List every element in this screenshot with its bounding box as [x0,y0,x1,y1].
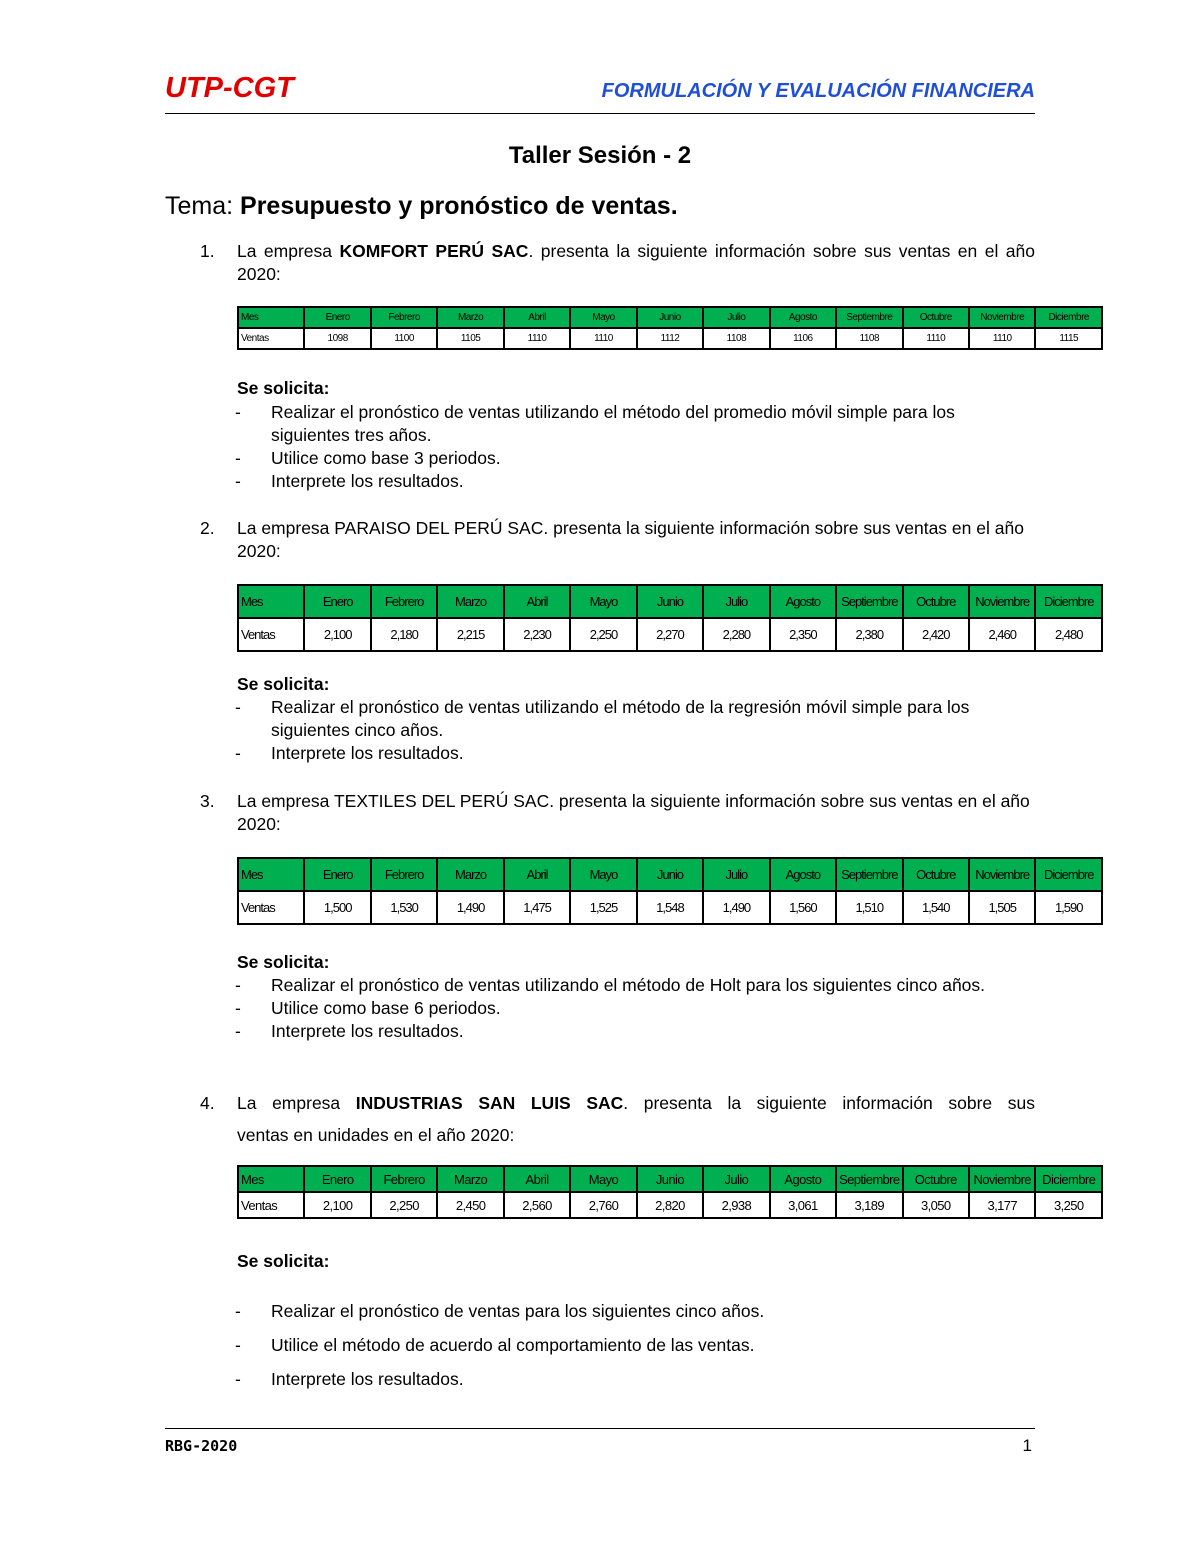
table-cell: 2,350 [770,618,836,651]
table-cell: 2,460 [969,618,1035,651]
table-header-cell: Febrero [371,307,437,328]
table-header-cell: Abril [504,307,570,328]
problem-2-request-label: Se solicita: [237,674,330,694]
table-cell: 1110 [570,328,636,349]
table-cell: 2,820 [637,1192,703,1218]
table-cell: 2,100 [304,1192,370,1218]
request-text: Utilice como base 3 periodos. [271,448,501,468]
request-item [235,696,1035,742]
bullet-dash: - [235,1021,241,1041]
table-header-cell: Abril [504,585,570,618]
table-header-row [238,585,1102,618]
table-header-cell: Noviembre [969,1166,1035,1192]
table-cell: 1,590 [1035,891,1102,924]
bullet-dash: - [235,471,241,491]
table-cell: 2,100 [304,618,370,651]
header-divider [165,113,1035,114]
problem-number: 3. [200,791,215,811]
table-header-cell: Febrero [371,1166,437,1192]
problem-number: 1. [200,241,215,261]
table-cell: 2,250 [570,618,636,651]
topic-label: Tema: [165,192,241,220]
problem-3-request-label: Se solicita: [237,952,330,972]
request-item [235,997,1035,1020]
table-cell: 1,525 [570,891,636,924]
table-cell: 1112 [637,328,703,349]
table-cell: 1108 [703,328,769,349]
table-header-cell: Diciembre [1035,1166,1102,1192]
table-cell: 3,061 [770,1192,836,1218]
bullet-dash: - [235,743,241,763]
table-header-row [238,1166,1102,1192]
table-header-cell: Marzo [437,858,503,891]
table-header-cell: Octubre [903,1166,969,1192]
table-header-row [238,858,1102,891]
table-cell: 1,490 [703,891,769,924]
table-cell: 1110 [504,328,570,349]
bullet-dash: - [235,402,241,422]
table-cell: 1,490 [437,891,503,924]
request-text: Utilice el método de acuerdo al comportamiento de las ventas. [271,1335,755,1355]
table-cell: 3,050 [903,1192,969,1218]
request-item [235,974,1035,997]
request-item [235,1362,1035,1396]
request-text: Realizar el pronóstico de ventas utilizando el método de la regresión móvil simple para los siguientes cinco años. [271,697,970,740]
table-cell: 1115 [1035,328,1102,349]
table-header-cell: Noviembre [969,307,1035,328]
table-cell: 2,450 [437,1192,503,1218]
request-text: Utilice como base 6 periodos. [271,998,501,1018]
table-cell: 1,500 [304,891,370,924]
table-cell: 1,560 [770,891,836,924]
request-text: Interprete los resultados. [271,1021,464,1041]
table-header-cell: Octubre [903,585,969,618]
table-header-cell: Julio [703,585,769,618]
request-text: Realizar el pronóstico de ventas para los siguientes cinco años. [271,1301,765,1321]
table-header-cell: Julio [703,307,769,328]
table-header-cell: Enero [304,585,370,618]
request-item [235,1020,1035,1043]
table-header-cell: Diciembre [1035,585,1102,618]
problem-2-requests [235,696,1035,765]
table-header-cell: Agosto [770,585,836,618]
table-header-cell: Enero [304,307,370,328]
table-cell: 2,280 [703,618,769,651]
bullet-dash: - [235,1335,241,1355]
table-cell: 1,510 [836,891,902,924]
request-text: Interprete los resultados. [271,1369,464,1389]
table-cell: 1105 [437,328,503,349]
topic-line [165,192,678,221]
table-header-cell: Febrero [371,585,437,618]
problem-1-company: KOMFORT PERÚ SAC [339,241,529,261]
problem-number: 4. [200,1093,215,1113]
table-row [238,618,1102,651]
table-cell: 1110 [903,328,969,349]
table-cell: 2,560 [504,1192,570,1218]
problem-1-text-post: . presenta la siguiente información sobre sus ventas en el año 2020: [237,241,1035,284]
footer-divider [165,1428,1035,1429]
table-header-cell: Octubre [903,858,969,891]
table-header-cell: Mayo [570,858,636,891]
problem-1-request-label: Se solicita: [237,378,330,398]
table-header-cell: Junio [637,307,703,328]
table-header-cell: Septiembre [836,585,902,618]
table-header-cell: Junio [637,585,703,618]
sales-table-4 [237,1165,1103,1219]
table-cell: 1108 [836,328,902,349]
bullet-dash: - [235,975,241,995]
request-item [235,1328,1035,1362]
problem-4-text-pre: La empresa [237,1093,356,1113]
table-cell: 2,270 [637,618,703,651]
table-header-cell: Junio [637,1166,703,1192]
topic-value: Presupuesto y pronóstico de ventas. [240,192,678,220]
table-cell: 2,215 [437,618,503,651]
request-text: Interprete los resultados. [271,471,464,491]
table-header-cell: Enero [304,858,370,891]
table-cell: 3,177 [969,1192,1035,1218]
problem-4-text-line2: ventas en unidades en el año 2020: [237,1125,515,1145]
problem-1-text-pre: La empresa [237,241,340,261]
table-header-cell: Noviembre [969,858,1035,891]
table-cell: 2,380 [836,618,902,651]
table-cell: 1,475 [504,891,570,924]
problem-4-text-line1 [237,1087,1035,1119]
table-cell: 1,505 [969,891,1035,924]
table-header-cell: Marzo [437,307,503,328]
table-header-cell: Septiembre [836,1166,902,1192]
table-header-cell: Abril [504,858,570,891]
table-cell: 1,548 [637,891,703,924]
problem-4-company: INDUSTRIAS SAN LUIS SAC [355,1093,624,1113]
bullet-dash: - [235,1301,241,1321]
table-header-cell: Mayo [570,585,636,618]
table-row [238,328,1102,349]
bullet-dash: - [235,697,241,717]
sales-table-1 [237,306,1103,350]
bullet-dash: - [235,1369,241,1389]
table-cell: 2,420 [903,618,969,651]
table-header-cell: Marzo [437,1166,503,1192]
problem-4-statement [200,1087,1035,1151]
sales-table-2 [237,584,1103,652]
table-header-cell: Mayo [570,1166,636,1192]
page-title: Taller Sesión - 2 [508,142,692,169]
table-header-cell: Diciembre [1035,858,1102,891]
problem-1-requests [235,401,1035,493]
table-header-cell: Mayo [570,307,636,328]
table-cell: 1098 [304,328,370,349]
table-header-cell: Septiembre [836,307,902,328]
table-row-label: Ventas [238,1192,304,1218]
table-header-cell: Junio [637,858,703,891]
table-cell: 1100 [371,328,437,349]
table-header-row [238,307,1102,328]
table-row-label: Ventas [238,618,304,651]
problem-number: 2. [200,518,215,538]
table-cell: 2,938 [703,1192,769,1218]
table-header-cell: Febrero [371,858,437,891]
request-item [235,1294,1035,1328]
table-row [238,1192,1102,1218]
table-header-cell: Agosto [770,858,836,891]
header-course-code: UTP-CGT [165,72,294,104]
table-row [238,891,1102,924]
table-header-cell: Agosto [770,307,836,328]
table-row-label: Ventas [238,891,304,924]
table-header-cell: Mes [238,585,304,618]
table-header-cell: Noviembre [969,585,1035,618]
table-header-cell: Diciembre [1035,307,1102,328]
problem-2-statement [200,517,1035,563]
table-header-cell: Julio [703,858,769,891]
request-item [235,470,1035,493]
table-header-cell: Julio [703,1166,769,1192]
table-cell: 2,250 [371,1192,437,1218]
table-header-cell: Marzo [437,585,503,618]
table-header-cell: Septiembre [836,858,902,891]
problem-1-statement [200,240,1035,286]
request-item [235,401,1035,447]
problem-4-request-label: Se solicita: [237,1251,330,1271]
table-cell: 1106 [770,328,836,349]
table-header-cell: Abril [504,1166,570,1192]
problem-3-statement [200,790,1035,836]
problem-4-requests [235,1294,1035,1396]
table-header-cell: Agosto [770,1166,836,1192]
sales-table-3 [237,857,1103,925]
table-cell: 1110 [969,328,1035,349]
table-cell: 2,480 [1035,618,1102,651]
request-text: Realizar el pronóstico de ventas utilizando el método del promedio móvil simple para los siguientes tres años. [271,402,955,445]
footer-author: RBG-2020 [165,1437,238,1455]
table-cell: 2,180 [371,618,437,651]
problem-4-text-post: . presenta la siguiente información sobre sus [623,1093,1035,1113]
problem-1-text [237,240,1035,286]
table-cell: 3,189 [836,1192,902,1218]
table-cell: 2,760 [570,1192,636,1218]
header-course-name: FORMULACIÓN Y EVALUACIÓN FINANCIERA [601,80,1035,102]
problem-3-text: La empresa TEXTILES DEL PERÚ SAC. presenta la siguiente información sobre sus ventas en el año 2020: [237,791,1030,834]
table-cell: 3,250 [1035,1192,1102,1218]
table-header-cell: Mes [238,858,304,891]
table-cell: 2,230 [504,618,570,651]
problem-3-requests [235,974,1035,1043]
table-cell: 1,530 [371,891,437,924]
table-cell: 1,540 [903,891,969,924]
request-item [235,447,1035,470]
bullet-dash: - [235,998,241,1018]
page-number: 1 [1022,1436,1032,1455]
table-row-label: Ventas [238,328,304,349]
request-text: Interprete los resultados. [271,743,464,763]
table-header-cell: Octubre [903,307,969,328]
bullet-dash: - [235,448,241,468]
table-header-cell: Mes [238,307,304,328]
problem-2-text: La empresa PARAISO DEL PERÚ SAC. presenta la siguiente información sobre sus ventas en el año 2020: [237,518,1024,561]
table-header-cell: Mes [238,1166,304,1192]
table-header-cell: Enero [304,1166,370,1192]
request-text: Realizar el pronóstico de ventas utilizando el método de Holt para los siguientes cinco años. [271,975,986,995]
request-item [235,742,1035,765]
